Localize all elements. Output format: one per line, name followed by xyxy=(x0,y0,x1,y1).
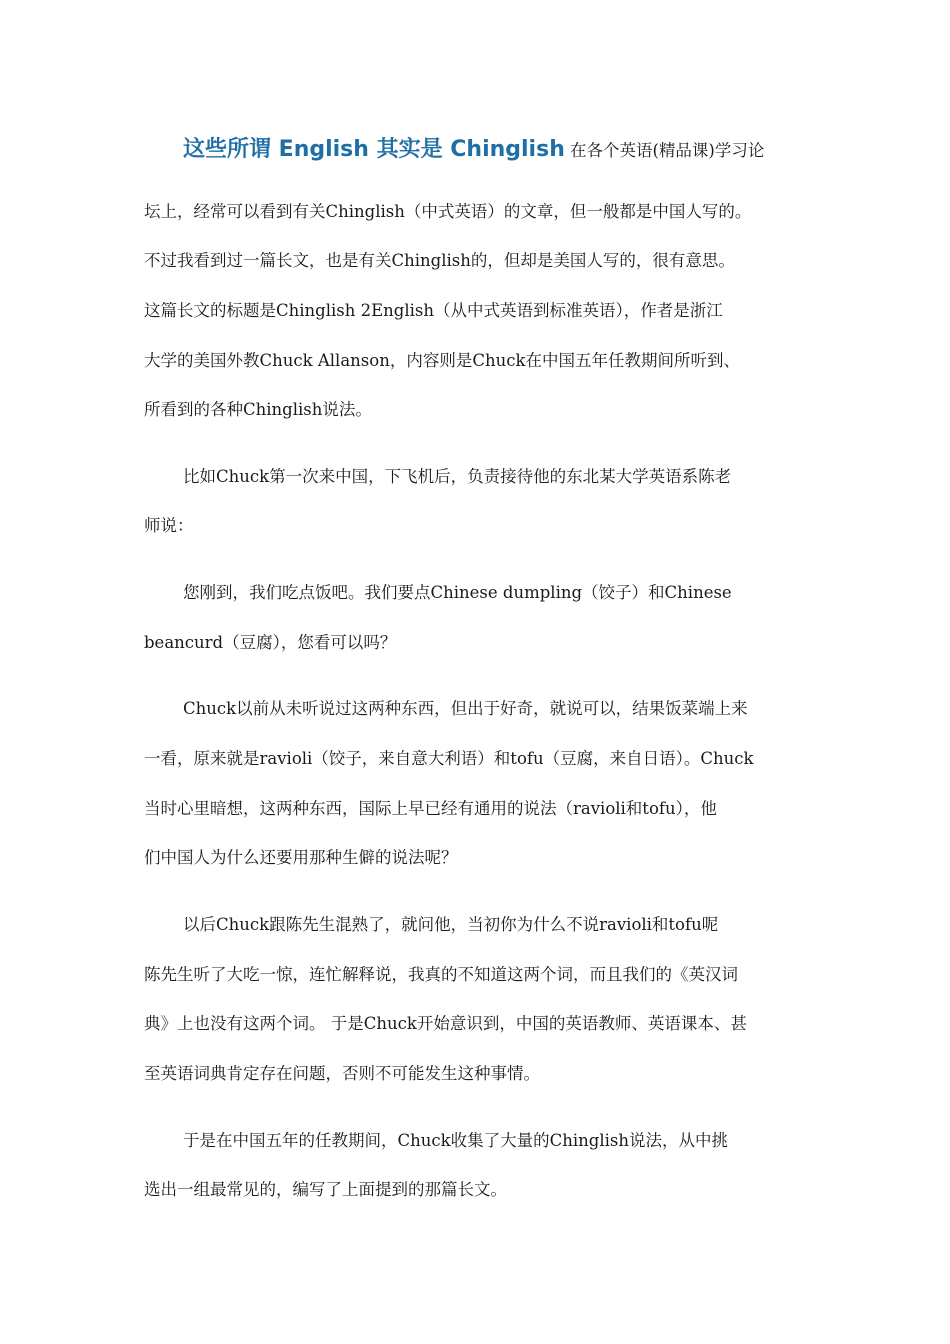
paragraph-1-line-5: 所看到的各种Chinglish说法。 xyxy=(144,400,372,419)
paragraph-5-line-4: 至英语词典肯定存在问题，否则不可能发生这种事情。 xyxy=(144,1064,540,1083)
paragraph-6-line-1: 于是在中国五年的任教期间，Chuck收集了大量的Chinglish说法，从中挑 xyxy=(183,1131,728,1150)
paragraph-5-line-2: 陈先生听了大吃一惊，连忙解释说，我真的不知道这两个词，而且我们的《英汉词 xyxy=(144,965,738,984)
title-line xyxy=(183,132,823,163)
article-title: 这些所谓 English 其实是 Chinglish xyxy=(183,137,565,162)
paragraph-6-line-2: 选出一组最常见的，编写了上面提到的那篇长文。 xyxy=(144,1180,507,1199)
paragraph-1-line-3: 这篇长文的标题是Chinglish 2English（从中式英语到标准英语），作者是浙江 xyxy=(144,301,723,320)
paragraph-5-line-1: 以后Chuck跟陈先生混熟了，就问他，当初你为什么不说ravioli和tofu呢 xyxy=(183,915,719,934)
paragraph-1-line-4: 大学的美国外教Chuck Allanson，内容则是Chuck在中国五年任教期间所听到、 xyxy=(144,351,740,370)
paragraph-1-line-1: 坛上，经常可以看到有关Chinglish（中式英语）的文章，但一般都是中国人写的。 xyxy=(144,202,752,221)
paragraph-4-line-2: 一看，原来就是ravioli（饺子，来自意大利语）和tofu（豆腐，来自日语）。Chuck xyxy=(144,749,754,768)
paragraph-4-line-4: 们中国人为什么还要用那种生僻的说法呢？ xyxy=(144,848,458,867)
paragraph-2-line-1: 比如Chuck第一次来中国，下飞机后，负责接待他的东北某大学英语系陈老 xyxy=(183,467,732,486)
paragraph-5-line-3: 典》上也没有这两个词。 于是Chuck开始意识到，中国的英语教师、英语课本、甚 xyxy=(144,1014,747,1033)
paragraph-3-line-1: 您刚到，我们吃点饭吧。我们要点Chinese dumpling（饺子）和Chinese xyxy=(183,583,732,602)
title-continuation: 在各个英语(精品课)学习论 xyxy=(569,141,765,160)
paragraph-3-line-2: beancurd（豆腐），您看可以吗？ xyxy=(144,633,397,652)
paragraph-1-line-2: 不过我看到过一篇长文，也是有关Chinglish的，但却是美国人写的，很有意思。 xyxy=(144,251,735,270)
paragraph-2-line-2: 师说： xyxy=(144,516,194,535)
paragraph-4-line-1: Chuck以前从未听说过这两种东西，但出于好奇，就说可以，结果饭菜端上来 xyxy=(183,699,748,718)
paragraph-4-line-3: 当时心里暗想，这两种东西，国际上早已经有通用的说法（ravioli和tofu），他 xyxy=(144,799,717,818)
